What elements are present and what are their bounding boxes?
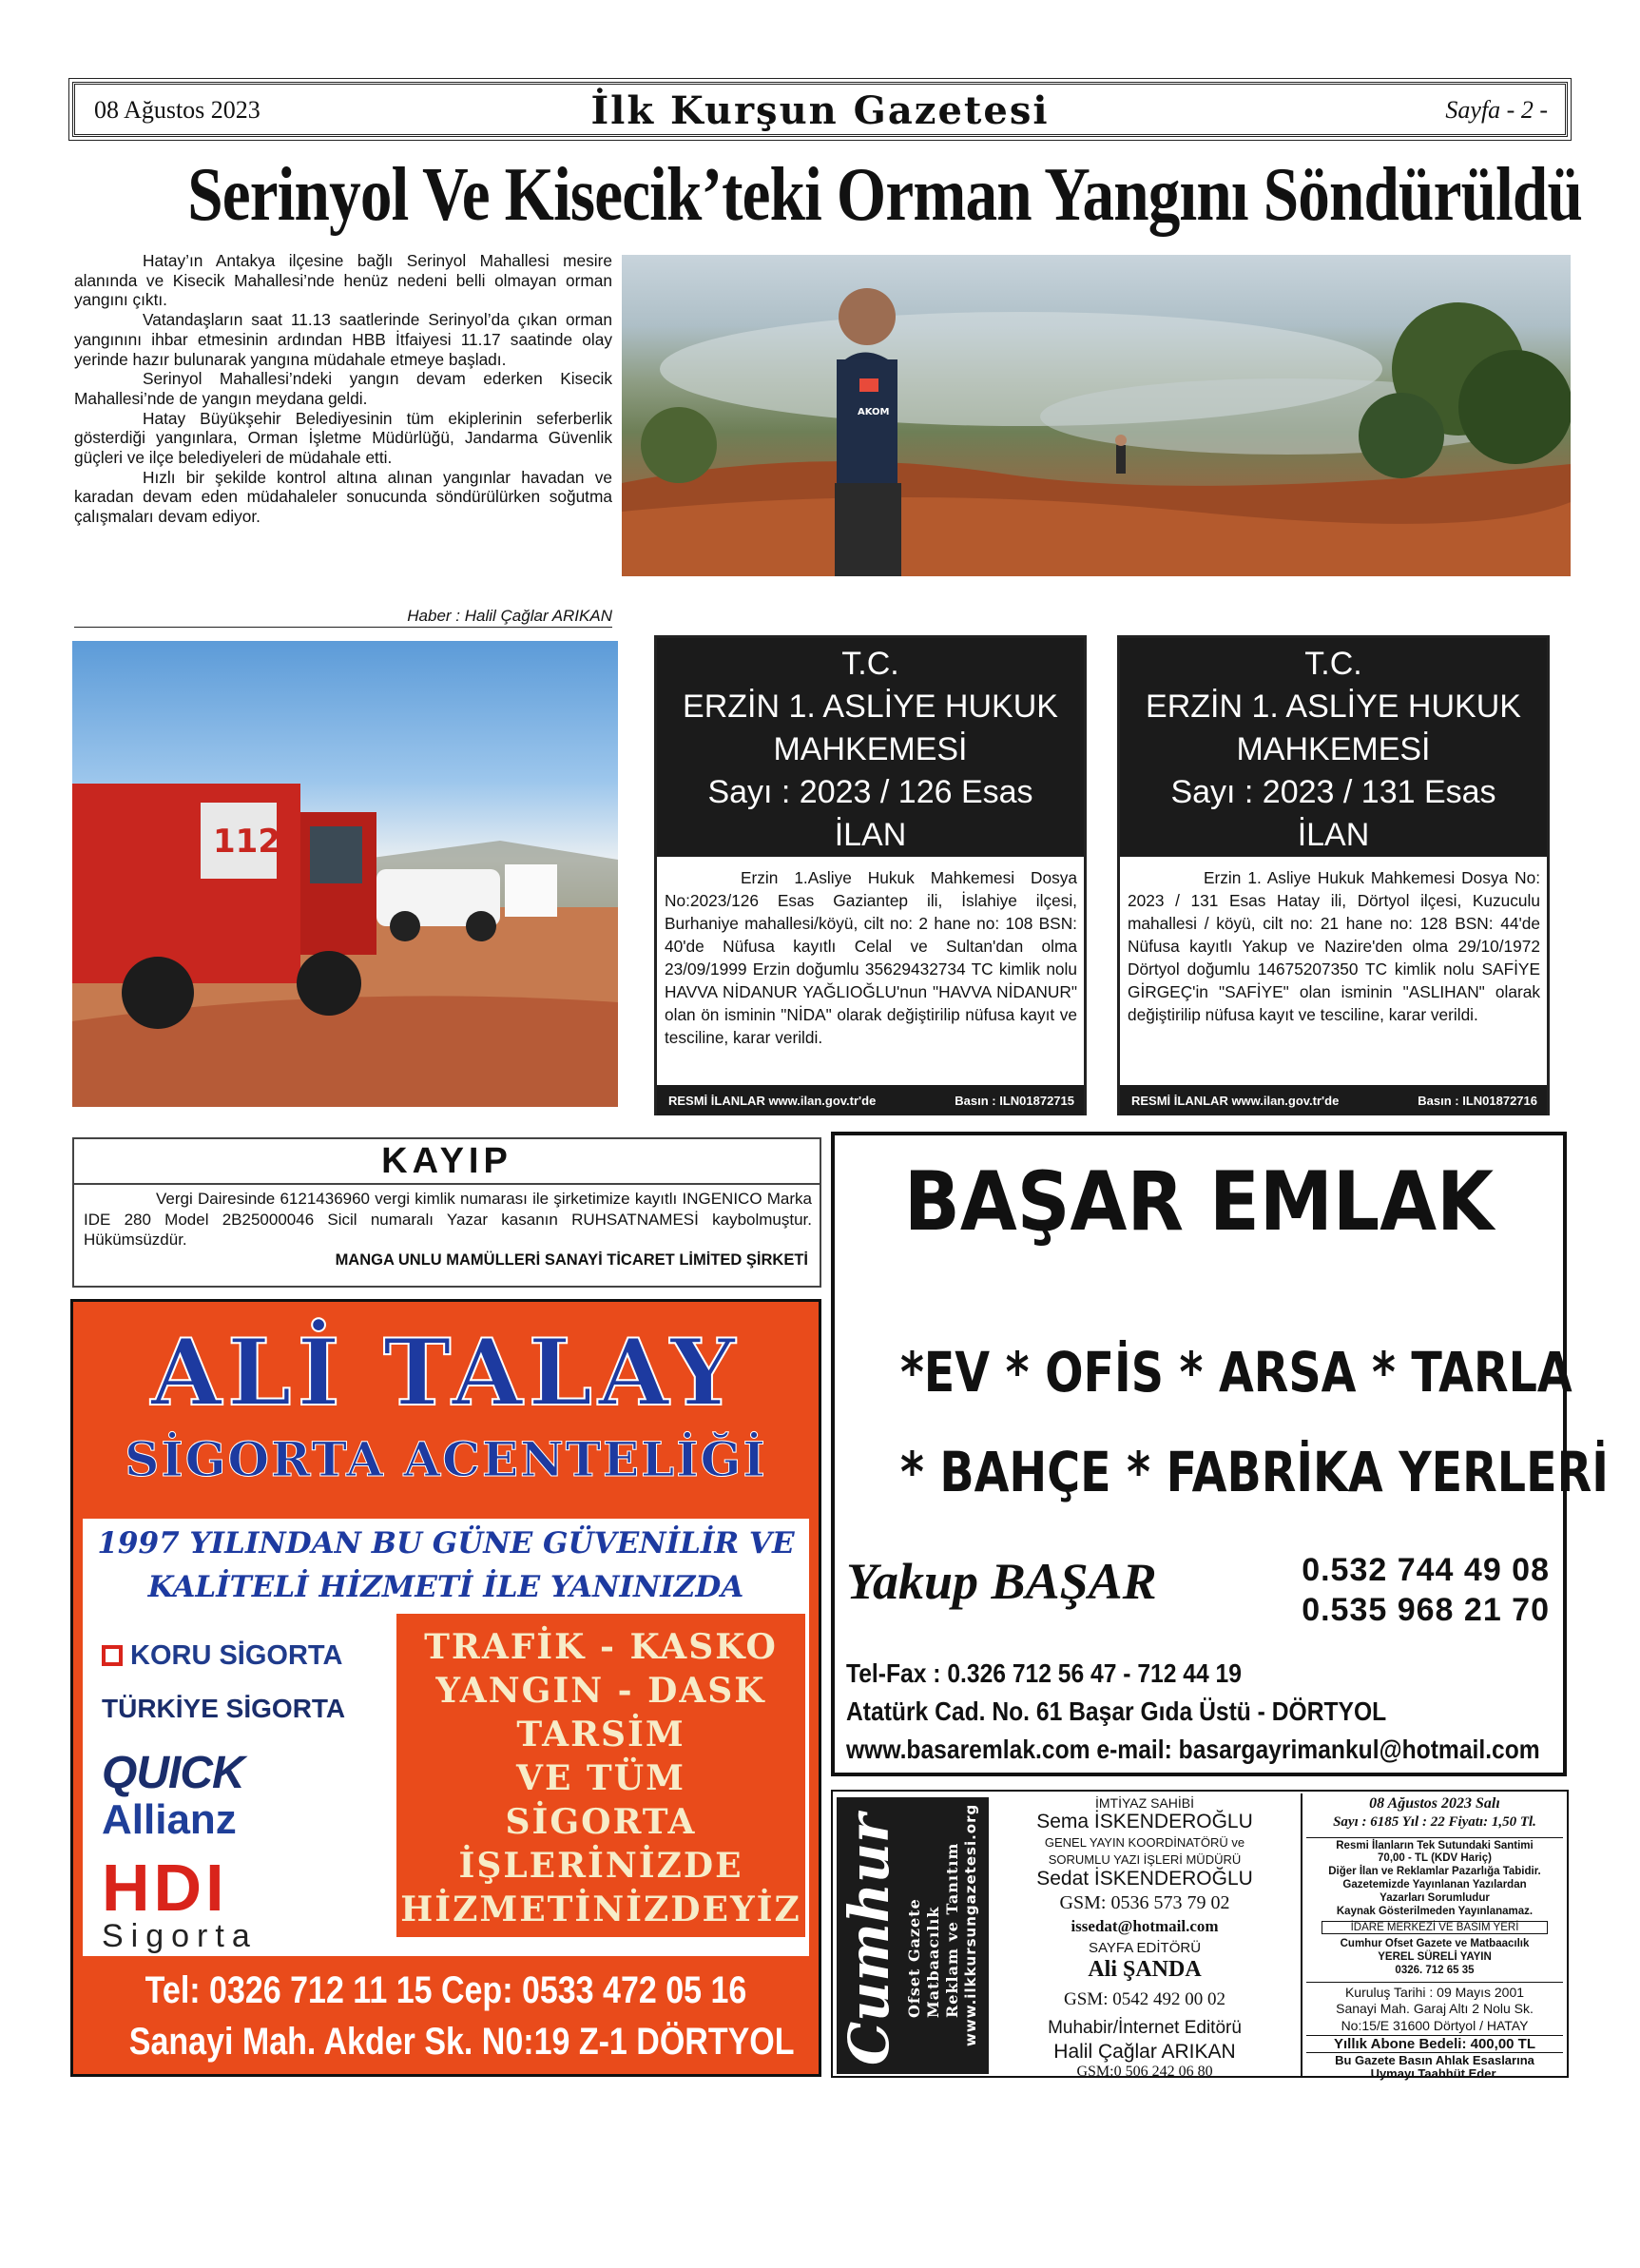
insurer-name: HDI <box>102 1851 228 1925</box>
owner-name: Sema İSKENDEROĞLU <box>1036 1811 1253 1832</box>
press-name: Cumhur Ofset Gazete ve Matbaacılık <box>1340 1938 1530 1949</box>
page-editor-name: Ali ŞANDA <box>1088 1957 1202 1982</box>
talay-service-line: TARSİM <box>516 1715 685 1754</box>
basar-ad-services-line: * BAHÇE * FABRİKA YERLERİ <box>899 1440 1609 1504</box>
talay-ad-slogan: KALİTELİ HİZMETİ İLE YANINIZDA <box>147 1570 744 1604</box>
cumhur-vertical-text: Reklam ve Tanıtım <box>943 1842 961 2018</box>
legal-notice-text <box>1128 866 1540 1026</box>
editor-in-chief-label: SORUMLU YAZI İŞLERİ MÜDÜRÜ <box>1048 1852 1242 1867</box>
legal-notice-header <box>1120 638 1547 857</box>
byline: Haber : Halil Çağlar ARIKAN <box>74 607 612 628</box>
legal-notice-heading-line: İLAN <box>834 817 907 853</box>
website-text: www.ilkkursungazetesi.org <box>962 1803 979 2046</box>
basar-ad-name: Yakup BAŞAR <box>846 1553 1157 1610</box>
talay-service-line: YANGIN - DASK <box>435 1671 766 1711</box>
lost-notice-paragraph: Vergi Dairesinde 6121436960 vergi kimlik numarası ile şirketimize kayıtlı INGENICO Marka IDE 280 Model 2B25000046 Sicil numaralı Yazar kasanın RUHSATNAMESİ kaybolmuştur. Hükümsüzdür. <box>84 1190 812 1249</box>
talay-ad-panel <box>83 1519 809 1956</box>
legal-notice-heading-line: Sayı : 2023 / 131 Esas <box>1170 774 1496 810</box>
newspaper-title: İlk Kurşun Gazetesi <box>590 88 1050 133</box>
insurer-name: Sigorta <box>102 1918 258 1954</box>
gsm-number: GSM:0 506 242 06 80 <box>1076 2064 1213 2080</box>
page-header <box>72 82 1568 137</box>
divider <box>74 1183 820 1185</box>
legal-notice-heading-line: ERZİN 1. ASLİYE HUKUK <box>683 688 1058 725</box>
address: No:15/E 31600 Dörtyol / HATAY <box>1341 2018 1529 2033</box>
legal-notice <box>654 635 1087 1115</box>
ad-rate-info: Resmi İlanların Tek Sutundaki Santimi <box>1306 1837 1563 1851</box>
article-paragraph: Hatay Büyükşehir Belediyesinin tüm ekiplerinin seferberlik gösterdiği yangınlara, Orman İşletme Müdürlüğü, Jandarma Güvenlik güçleri ve ilçe belediyeleri de müdahale etti. <box>74 408 612 468</box>
press-phone: 0326. 712 65 35 <box>1395 1965 1475 1976</box>
article-paragraph: Vatandaşların saat 11.13 saatlerinde Serinyol’da çıkan orman yangınını ihbar etmesinin ardından HBB İtfaiyesi 11.17 saatinde olay yerinde hazır bulunarak yangına müdahale etmeye başladı. <box>74 310 612 369</box>
basar-ad-services-line: *EV * OFİS * ARSA * TARLA <box>899 1340 1572 1405</box>
talay-service-line: VE TÜM <box>516 1758 685 1798</box>
legal-notice-paragraph: Erzin 1. Asliye Hukuk Mahkemesi Dosya No: 2023 / 131 Esas Hatay ili, Dörtyol ilçesi, Kuzuculu mahallesi / köyü, cilt no: 21 hane no: 128 BSN: 44'de Nüfusa kayıtlı Yakup ve Nazire'den olma 29/10/1972 Dörtyol doğumlu 14675207350 TC kimlik nolu SAFİYE GİRGEÇ'in "SAFİYE" olan isminin "ASLIHAN" olarak değiştirilip nüfusa kayıt ve tesciline, karar verildi. <box>1128 868 1540 1024</box>
vest-text: AKOM <box>858 407 890 417</box>
article-body <box>74 251 612 527</box>
forest-fire-illustration <box>622 255 1571 576</box>
talay-ad-address: Sanayi Mah. Akder Sk. N0:19 Z-1 DÖRTYOL <box>128 2021 795 2063</box>
basar-ad-telfax: Tel-Fax : 0.326 712 56 47 - 712 44 19 <box>846 1658 1242 1688</box>
disclaimer: Kaynak Gösterilmeden Yayınlanamaz. <box>1336 1906 1534 1917</box>
legal-notice-heading-line: İLAN <box>1297 817 1370 853</box>
legal-notice-source: RESMİ İLANLAR www.ilan.gov.tr'de <box>1131 1094 1340 1108</box>
cumhur-logo-text: Cumhur <box>837 1813 901 2065</box>
cumhur-vertical-text: Ofset Gazete <box>905 1898 923 2018</box>
article-paragraph: Hatay’ın Antakya ilçesine bağlı Serinyol Mahallesi mesire alanında ve Kisecik Mahallesi’nde henüz nedeni belli olmayan orman yangını çıktı. <box>74 251 612 310</box>
cumhur-logo <box>837 1797 989 2074</box>
cumhur-vertical-text: Matbaacılık <box>924 1906 942 2018</box>
lost-notice-title: KAYIP <box>381 1141 512 1181</box>
legal-notice-paragraph: Erzin 1.Asliye Hukuk Mahkemesi Dosya No:2023/126 Esas Gaziantep ili, İslahiye ilçesi, Burhaniye mahallesi/köyü, cilt no: 2 hane no: 108 BSN: 40'de Nüfusa kayıtlı Celal ve Sultan'dan olma 23/09/1999 Erzin doğumlu 35629432734 TC kimlik nolu HAVVA NİDANUR YAĞLIOĞLU'nun "HAVVA NİDANUR" olan ön isminin "NİDA" olarak değiştirilip nüfusa kayıt ve tesciline, karar verildi. <box>665 868 1077 1047</box>
fire-truck-illustration <box>72 641 618 1107</box>
legal-notice-heading-line: Sayı : 2023 / 126 Esas <box>707 774 1033 810</box>
insurer-name: KORU SİGORTA <box>130 1640 343 1671</box>
page-number: Sayfa - 2 - <box>1445 96 1548 124</box>
imprint-box <box>831 1790 1569 2081</box>
hdi-logo <box>102 1850 228 1926</box>
legal-notice-code: Basın : ILN01872716 <box>1418 1094 1537 1108</box>
reporter-name: Halil Çağlar ARIKAN <box>1053 2041 1236 2063</box>
basar-ad-phone: 0.535 968 21 70 <box>1302 1592 1550 1628</box>
square-icon <box>102 1645 123 1666</box>
fire-truck-photo <box>72 641 618 1107</box>
legal-notice-heading-line: T.C. <box>1304 646 1362 682</box>
owner-label: İMTİYAZ SAHİBİ <box>1095 1795 1194 1811</box>
ad-rate-info: Diğer İlan ve Reklamlar Pazarlığa Tabidir. <box>1328 1866 1541 1877</box>
forest-fire-photo <box>622 255 1571 576</box>
basar-emlak-ad <box>831 1132 1609 1776</box>
basar-ad-title: BAŞAR EMLAK <box>903 1154 1495 1250</box>
talay-ad-slogan: 1997 YILINDAN BU GÜNE GÜVENİLİR VE <box>97 1526 795 1560</box>
issue-info: Sayı : 6185 Yıl : 22 Fiyatı: 1,50 Tl. <box>1333 1814 1536 1830</box>
coordinator-label: GENEL YAYIN KOORDİNATÖRÜ ve <box>1044 1835 1245 1850</box>
basar-ad-web: www.basaremlak.com e-mail: basargayrimankul@hotmail.com <box>846 1735 1540 1764</box>
disclaimer: Yazarları Sorumludur <box>1380 1892 1490 1904</box>
legal-notice-code: Basın : ILN01872715 <box>955 1094 1074 1108</box>
insurer-name: TÜRKİYE SİGORTA <box>102 1694 346 1723</box>
address: Sanayi Mah. Garaj Altı 2 Nolu Sk. <box>1336 2001 1534 2016</box>
basar-ad-address: Atatürk Cad. No. 61 Başar Gıda Üstü - DÖRTYOL <box>846 1696 1387 1726</box>
page-editor-label: SAYFA EDİTÖRÜ <box>1088 1940 1202 1956</box>
coordinator-name: Sedat İSKENDEROĞLU <box>1036 1868 1253 1890</box>
legal-notice <box>1117 635 1550 1115</box>
article-paragraph: Hızlı bir şekilde kontrol altına alınan yangınlar havadan ve karadan devam eden müdahaleler sonucunda söndürülürken soğutma çalışmaları devam ediyor. <box>74 467 612 527</box>
legal-notice-footer <box>657 1085 1084 1115</box>
ethics-statement: Bu Gazete Basın Ahlak Esaslarına Uymayı Taahhüt Eder. <box>1335 2053 1534 2081</box>
legal-notice-heading-line: MAHKEMESİ <box>773 731 968 767</box>
office-label: İDARE MERKEZİ VE BASIM YERİ <box>1322 1921 1548 1934</box>
gsm-number: GSM: 0542 492 00 02 <box>1064 1989 1225 2009</box>
issue-date: 08 Ağustos 2023 Salı <box>1369 1795 1500 1812</box>
article-paragraph: Serinyol Mahallesi’ndeki yangın devam ederken Kisecik Mahallesi’nde de yangın meydana geldi. <box>74 369 612 408</box>
talay-service-line: TRAFİK - KASKO <box>424 1627 778 1667</box>
talay-ad-phone: Tel: 0326 712 11 15 Cep: 0533 472 05 16 <box>145 1969 747 2011</box>
reporter-label: Muhabir/İnternet Editörü <box>1048 2018 1242 2038</box>
lost-notice-company: MANGA UNLU MAMÜLLERİ SANAYİ TİCARET LİMİTED ŞİRKETİ <box>335 1251 808 1269</box>
talay-ad-services <box>396 1614 805 1937</box>
subscription-price: Yıllık Abone Bedeli: 400,00 TL <box>1306 2035 1563 2053</box>
talay-ad-title: ALİ TALAY <box>150 1319 742 1426</box>
quick-logo <box>102 1747 244 1799</box>
talay-service-line: İŞLERİNİZDE <box>458 1846 743 1886</box>
lost-notice <box>72 1137 821 1288</box>
legal-notice-footer <box>1120 1085 1547 1115</box>
ad-rate-price: 70,00 - TL (KDV Hariç) <box>1378 1852 1492 1864</box>
disclaimer: Gazetemizde Yayınlanan Yazılardan <box>1342 1879 1527 1890</box>
legal-notice-header <box>657 638 1084 857</box>
founded-date: Kuruluş Tarihi : 09 Mayıs 2001 <box>1306 1982 1563 2000</box>
legal-notice-heading-line: T.C. <box>841 646 899 682</box>
truck-number: 112 <box>213 823 280 861</box>
legal-notice-heading-line: ERZİN 1. ASLİYE HUKUK <box>1146 688 1521 725</box>
basar-ad-phone: 0.532 744 49 08 <box>1302 1552 1550 1588</box>
talay-service-line: SİGORTA <box>505 1802 697 1842</box>
header-date: 08 Ağustos 2023 <box>94 96 260 124</box>
legal-notice-heading-line: MAHKEMESİ <box>1236 731 1431 767</box>
imprint-staff <box>996 1793 1293 2080</box>
koru-sigorta-logo <box>102 1640 342 1672</box>
publication-type: YEREL SÜRELİ YAYIN <box>1378 1951 1492 1963</box>
hdi-logo-sub <box>102 1918 258 1955</box>
insurer-name: QUICK <box>102 1748 244 1798</box>
ali-talay-ad <box>70 1299 821 2077</box>
allianz-logo <box>102 1796 237 1844</box>
legal-notice-text <box>665 866 1077 1049</box>
imprint-details <box>1301 1793 1567 2081</box>
talay-ad-subtitle: SİGORTA ACENTELİĞİ <box>125 1431 767 1487</box>
turkiye-sigorta-logo <box>102 1694 345 1724</box>
headline: Serinyol Ve Kisecik’teki Orman Yangını Söndürüldü <box>187 153 1583 237</box>
insurer-name: Allianz <box>102 1796 237 1843</box>
talay-service-line: HİZMETİNİZDEYİZ <box>400 1890 801 1929</box>
email: issedat@hotmail.com <box>1071 1917 1219 1935</box>
gsm-number: GSM: 0536 573 79 02 <box>1059 1892 1230 1913</box>
lost-notice-text <box>84 1189 812 1250</box>
legal-notice-source: RESMİ İLANLAR www.ilan.gov.tr'de <box>668 1094 877 1108</box>
